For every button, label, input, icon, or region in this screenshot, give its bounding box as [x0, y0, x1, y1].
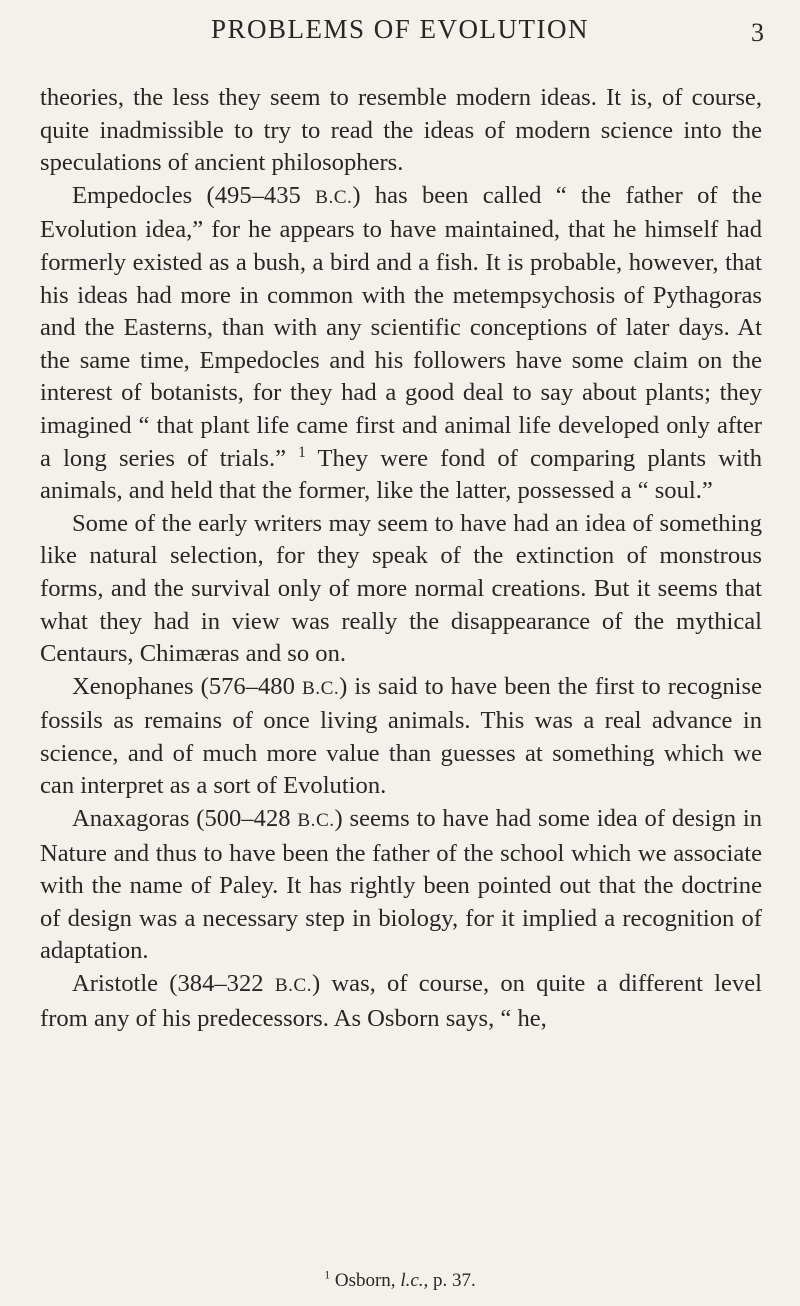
- paragraph-text: ) seems to have had some idea of design in Nature and thus to have been the father of the school which we associate with the name of Paley. It has rightly been pointed out that the doctrine of design was a necessary step in biology, for it implied a recognition of adaptation.: [40, 805, 762, 965]
- paragraph-text: Anaxagoras (500–428: [72, 805, 298, 833]
- paragraph-text: Some of the early writers may seem to have had an idea of something like natural selection, for they speak of the extinction of monstrous forms, and the survival only of more normal creations. But it seems that what they had in view was really the disappearance of the mythical Centaurs, Chimæras and so on.: [40, 509, 762, 668]
- paragraph-empedocles: [40, 180, 762, 508]
- paragraph-text: ) is said to have been the first to recognise fossils as remains of once living animals. This was a real advance in science, and of much more value than guesses at something which we can interpret as a sort of Evolution.: [40, 672, 762, 800]
- footnote-reference: 1: [298, 443, 306, 461]
- paragraph-text: ) has been called “ the father of the Evolution idea,” for he appears to have maintained, that he himself had formerly existed as a bush, a bird and a fish. It is probable, however, that his ideas had more in common with the metempsychosis of Pythagoras and the Easterns, than with any scientific conceptions of later days. At the same time, Empedocles and his followers have some claim on the interest of botanists, for they had a good deal to say about plants; they imagined “ that plant life came first and animal life developed only after a long series of trials.”: [40, 181, 762, 472]
- paragraph-aristotle: [40, 968, 762, 1035]
- paragraph-text: Xenophanes (576–480: [72, 672, 302, 700]
- paragraph-text: ) was, of course, on quite a different level from any of his predecessors. As Osborn says, “ he,: [40, 970, 762, 1032]
- footnote-page: , p. 37.: [423, 1270, 476, 1291]
- footnote: [0, 1270, 800, 1292]
- era-abbreviation: B.C.: [274, 975, 312, 997]
- era-abbreviation: B.C.: [315, 186, 353, 208]
- paragraph-text: theories, the less they seem to resemble modern ideas. It is, of course, quite inadmissible to try to read the ideas of modern science into the speculations of ancient philosophers.: [40, 84, 762, 177]
- footnote-author: Osborn,: [334, 1270, 396, 1291]
- paragraph-xenophanes: [40, 671, 762, 803]
- page-header: [0, 14, 800, 54]
- paragraph-continuation: [40, 82, 762, 180]
- paragraph-text: Aristotle (384–322: [72, 970, 275, 998]
- era-abbreviation: B.C.: [297, 810, 335, 832]
- paragraph-natural-selection: [40, 508, 762, 671]
- paragraph-anaxagoras: [40, 803, 762, 968]
- paragraph-text: They were fond of comparing plants with animals, and held that the former, like the latter, possessed a “ soul.”: [40, 444, 762, 505]
- footnote-number: 1: [324, 1268, 331, 1282]
- page-number: 3: [751, 18, 764, 47]
- running-title: PROBLEMS OF EVOLUTION: [210, 14, 590, 44]
- footnote-loc-cit: l.c.: [400, 1270, 424, 1291]
- body-text: [40, 82, 762, 1035]
- era-abbreviation: B.C.: [301, 677, 340, 699]
- paragraph-text: Empedocles (495–435: [72, 181, 316, 209]
